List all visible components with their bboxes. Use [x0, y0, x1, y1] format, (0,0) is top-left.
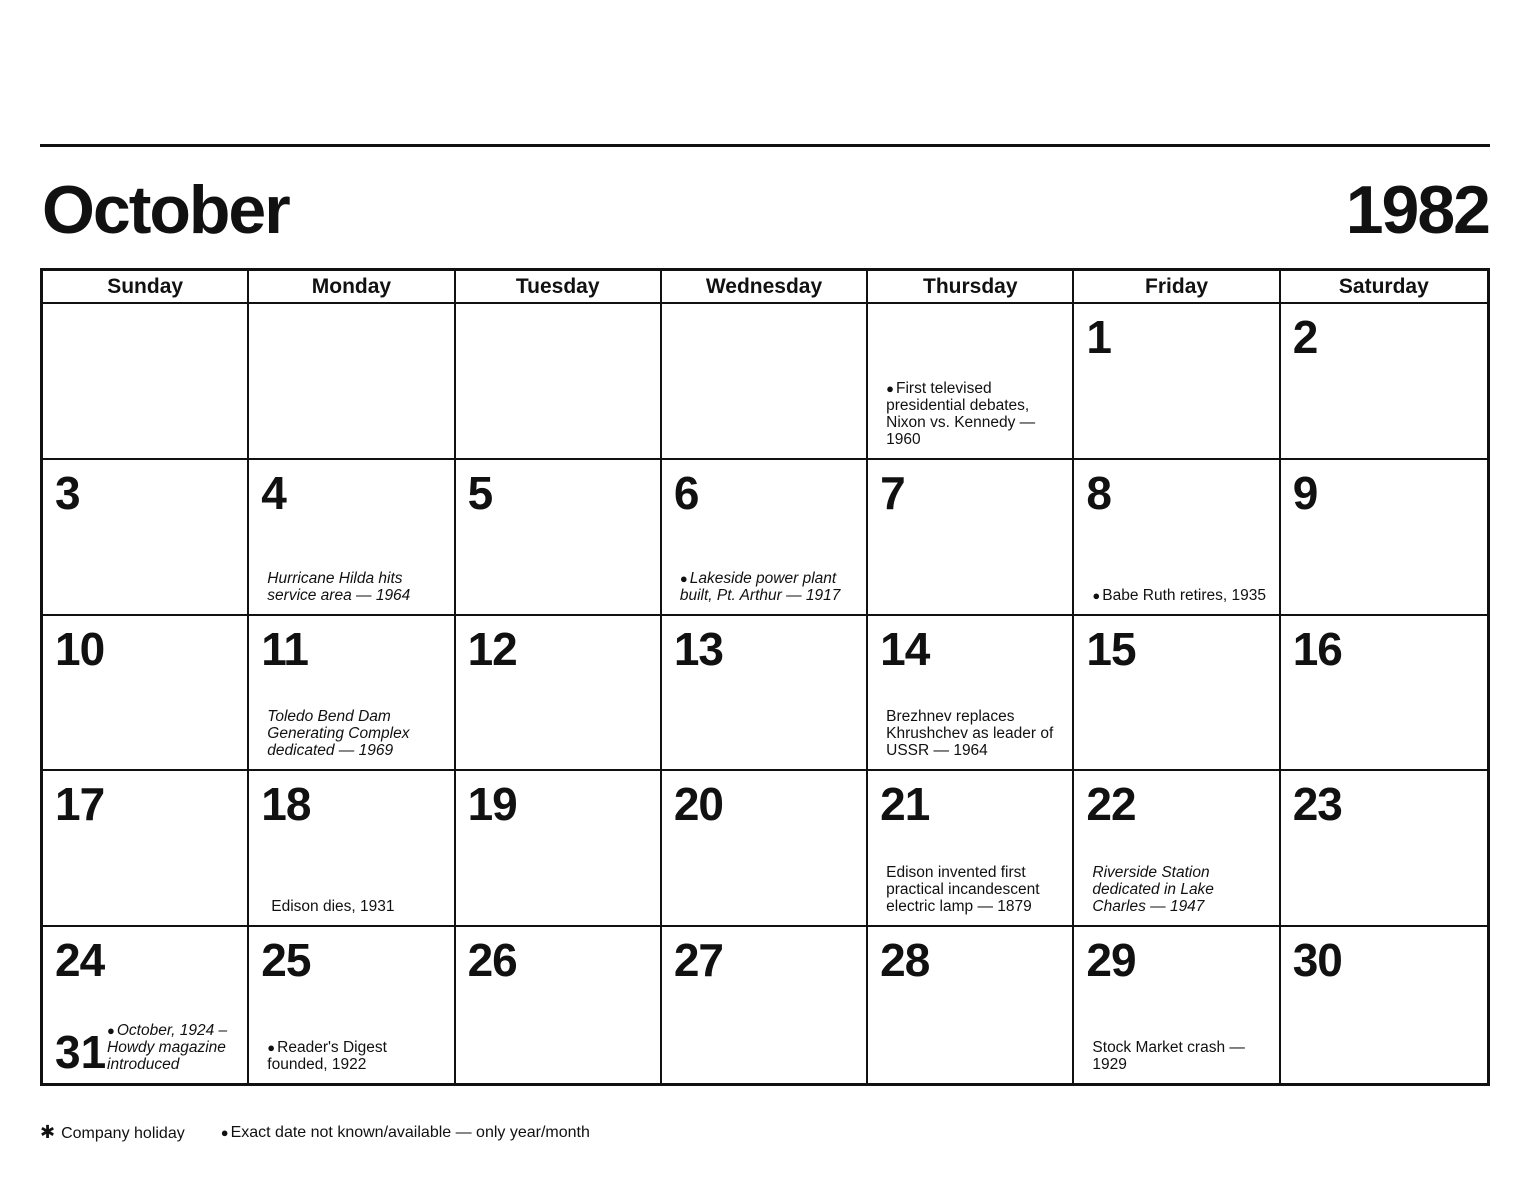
day-cell-empty-thursday — [868, 304, 1074, 460]
day-cell-22 — [1074, 771, 1280, 927]
day-number: 1 — [1086, 311, 1112, 363]
day-cell-20 — [662, 771, 868, 927]
calendar-grid — [40, 268, 1490, 1086]
day-number: 24 — [55, 934, 105, 987]
day-cell-empty — [456, 304, 662, 460]
day-cell-25 — [249, 927, 455, 1083]
day-cell-12 — [456, 616, 662, 772]
day-event: ● Reader's Digest founded, 1922 — [267, 1039, 387, 1073]
day-event: ● Babe Ruth retires, 1935 — [1092, 586, 1266, 604]
day-number: 12 — [467, 622, 517, 675]
day-number: 3 — [55, 466, 80, 519]
weekday-sunday: Sunday — [43, 271, 249, 304]
bullet-icon: ● — [267, 1040, 276, 1055]
day-number: 13 — [673, 622, 724, 675]
bullet-icon: ● — [107, 1023, 115, 1038]
day-number: 16 — [1292, 622, 1342, 675]
day-cell-empty — [662, 304, 868, 460]
weekday-saturday: Saturday — [1281, 271, 1487, 304]
day-cell-19 — [456, 771, 662, 927]
day-event: Toledo Bend Dam Generating Complex dedicated — 1969 — [267, 708, 410, 760]
day-cell-27 — [662, 927, 868, 1083]
day-cell-4 — [249, 460, 455, 616]
day-number: 28 — [880, 934, 930, 987]
day-event: ● First televised presidential debates, Nixon vs. Kennedy — 1960 — [886, 379, 1036, 448]
day-number: 29 — [1086, 934, 1136, 987]
day-cell-10 — [43, 616, 249, 772]
day-number: 17 — [55, 778, 105, 831]
day-cell-15 — [1074, 616, 1280, 772]
legend-holiday: ✱ Company holiday — [40, 1122, 185, 1142]
day-number: 10 — [55, 622, 105, 675]
day-number: 30 — [1292, 934, 1342, 987]
asterisk-icon: ✱ — [40, 1122, 56, 1142]
year-title: 1982 — [1345, 172, 1489, 248]
day-cell-16 — [1281, 616, 1487, 772]
day-cell-3 — [43, 460, 249, 616]
day-number: 4 — [261, 466, 286, 519]
day-number: 21 — [880, 778, 930, 831]
month-title: October — [42, 172, 289, 248]
day-cell-1 — [1074, 304, 1280, 460]
day-number: 25 — [261, 934, 311, 987]
day-event: Riverside Station dedicated in Lake Charles — 1947 — [1092, 864, 1214, 916]
day-cell-24-31 — [43, 927, 249, 1083]
day-number: 14 — [880, 622, 930, 675]
day-cell-17 — [43, 771, 249, 927]
bullet-icon: ● — [886, 380, 894, 396]
day-number: 15 — [1086, 622, 1136, 675]
bullet-icon: ● — [1092, 587, 1101, 603]
day-number: 27 — [673, 934, 724, 987]
day-number: 22 — [1086, 778, 1136, 831]
day-number: 2 — [1292, 311, 1318, 363]
day-number: 18 — [261, 778, 311, 831]
day-event: Edison dies, 1931 — [271, 898, 395, 916]
day-cell-6 — [662, 460, 868, 616]
day-number: 23 — [1292, 778, 1342, 831]
day-cell-23 — [1281, 771, 1487, 927]
weekday-wednesday: Wednesday — [662, 271, 868, 304]
bullet-icon: ● — [220, 1124, 229, 1140]
day-cell-28 — [868, 927, 1074, 1083]
day-number: 8 — [1086, 466, 1112, 519]
day-event: ● October, 1924 – Howdy magazine introduced — [107, 1022, 228, 1073]
day-cell-5 — [456, 460, 662, 616]
day-cell-11 — [249, 616, 455, 772]
day-number: 20 — [673, 778, 724, 831]
day-event: Stock Market crash — 1929 — [1092, 1039, 1245, 1073]
day-number: 6 — [673, 466, 699, 519]
day-cell-9 — [1281, 460, 1487, 616]
day-cell-empty — [249, 304, 455, 460]
legend-bullet: ● Exact date not known/available — only year/month — [220, 1123, 590, 1141]
day-cell-30 — [1281, 927, 1487, 1083]
weekday-monday: Monday — [249, 271, 455, 304]
day-cell-7 — [868, 460, 1074, 616]
day-cell-8 — [1074, 460, 1280, 616]
day-number-31: 31 — [55, 1026, 107, 1078]
day-event: Hurricane Hilda hits service area — 1964 — [267, 569, 411, 604]
day-cell-empty — [43, 304, 249, 460]
day-cell-21 — [868, 771, 1074, 927]
day-number: 7 — [880, 466, 905, 519]
day-cell-29 — [1074, 927, 1280, 1083]
weekday-tuesday: Tuesday — [456, 271, 662, 304]
weekday-friday: Friday — [1074, 271, 1280, 304]
day-number: 19 — [467, 778, 517, 831]
top-rule — [40, 144, 1490, 147]
day-event: Edison invented first practical incandescent electric lamp — 1879 — [886, 864, 1040, 916]
day-number: 26 — [467, 934, 517, 987]
day-number: 5 — [467, 466, 493, 519]
day-cell-18 — [249, 771, 455, 927]
day-event: Brezhnev replaces Khrushchev as leader of USSR — 1964 — [886, 708, 1054, 760]
weekday-thursday: Thursday — [868, 271, 1074, 304]
day-cell-26 — [456, 927, 662, 1083]
bullet-icon: ● — [679, 570, 688, 586]
day-cell-2 — [1281, 304, 1487, 460]
day-cell-14 — [868, 616, 1074, 772]
day-cell-13 — [662, 616, 868, 772]
day-number: 9 — [1292, 466, 1318, 519]
day-number: 11 — [261, 622, 308, 675]
legend — [40, 1122, 590, 1143]
day-event: ● Lakeside power plant built, Pt. Arthur — 1917 — [679, 569, 841, 604]
